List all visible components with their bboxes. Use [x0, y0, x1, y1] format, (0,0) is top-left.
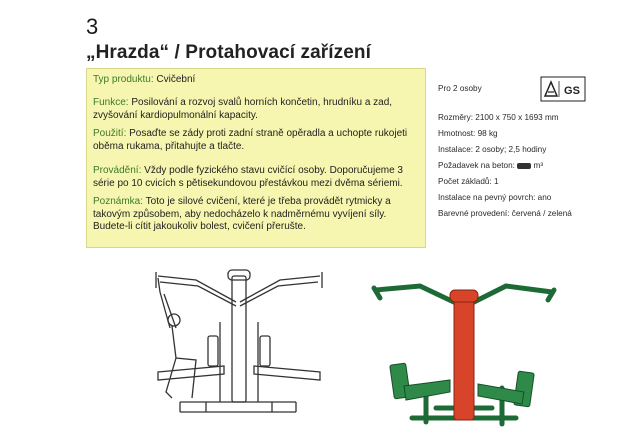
equipment-color-illustration	[366, 268, 562, 434]
footings: Počet základů: 1	[438, 177, 499, 186]
weight: Hmotnost: 98 kg	[438, 129, 498, 138]
usage-label: Použití:	[93, 128, 127, 139]
usage-line-1: Posaďte se zády proti zadní straně opěradla a uchopte rukojeti	[129, 128, 408, 139]
function-line-1: Posilování a rozvoj svalů horních končetin, hrudníku a zad,	[131, 97, 393, 108]
note-line-2: takovým způsobem, aby nedocházelo k nadměrnému vyvíjení síly.	[93, 208, 387, 220]
installation: Instalace: 2 osoby; 2,5 hodiny	[438, 145, 547, 154]
note-block	[93, 196, 418, 234]
note-label: Poznámka:	[93, 196, 144, 207]
execution-line-2: série po 10 cvicích s pětisekundovou přestávkou mezi dvěma sériemi.	[93, 177, 403, 189]
colors: Barevné provedení: červená / zelená	[438, 209, 572, 218]
product-type-label: Typ produktu:	[93, 74, 154, 85]
surface: Instalace na pevný povrch: ano	[438, 193, 552, 202]
description-panel	[86, 68, 426, 248]
function-block	[93, 97, 418, 122]
note-line-1: Toto je silové cvičení, které je třeba provádět rytmicky a	[145, 196, 391, 207]
concrete	[438, 161, 543, 170]
gs-certification-logo	[540, 76, 586, 104]
execution-label: Provádění:	[93, 165, 142, 176]
page-title: „Hrazda“ / Protahovací zařízení	[86, 42, 372, 63]
product-type-value: Cvičební	[156, 74, 196, 85]
gs-logo-graphic	[540, 76, 586, 104]
usage-block	[93, 128, 418, 153]
equipment-line-drawing	[136, 262, 340, 420]
section-number: 3	[86, 14, 99, 39]
execution-block	[93, 165, 418, 190]
note-line-3: Budete-li cítit jakoukoliv bolest, cvičení přerušte.	[93, 221, 306, 233]
gs-logo-text: GS	[564, 85, 580, 97]
function-line-2: zvyšování kardiopulmonální kapacity.	[93, 109, 258, 121]
persons: Pro 2 osoby	[438, 84, 482, 93]
product-type	[93, 74, 418, 87]
usage-line-2: oběma rukama, přitahujte a tlačte.	[93, 140, 245, 152]
execution-line-1: Vždy podle fyzického stavu cvičící osoby. Doporučujeme 3	[144, 165, 403, 176]
redacted-value	[517, 163, 531, 169]
function-label: Funkce:	[93, 97, 129, 108]
concrete-unit: m³	[533, 161, 544, 170]
dimensions: Rozměry: 2100 x 750 x 1693 mm	[438, 113, 559, 122]
concrete-label: Požadavek na beton:	[438, 161, 515, 170]
